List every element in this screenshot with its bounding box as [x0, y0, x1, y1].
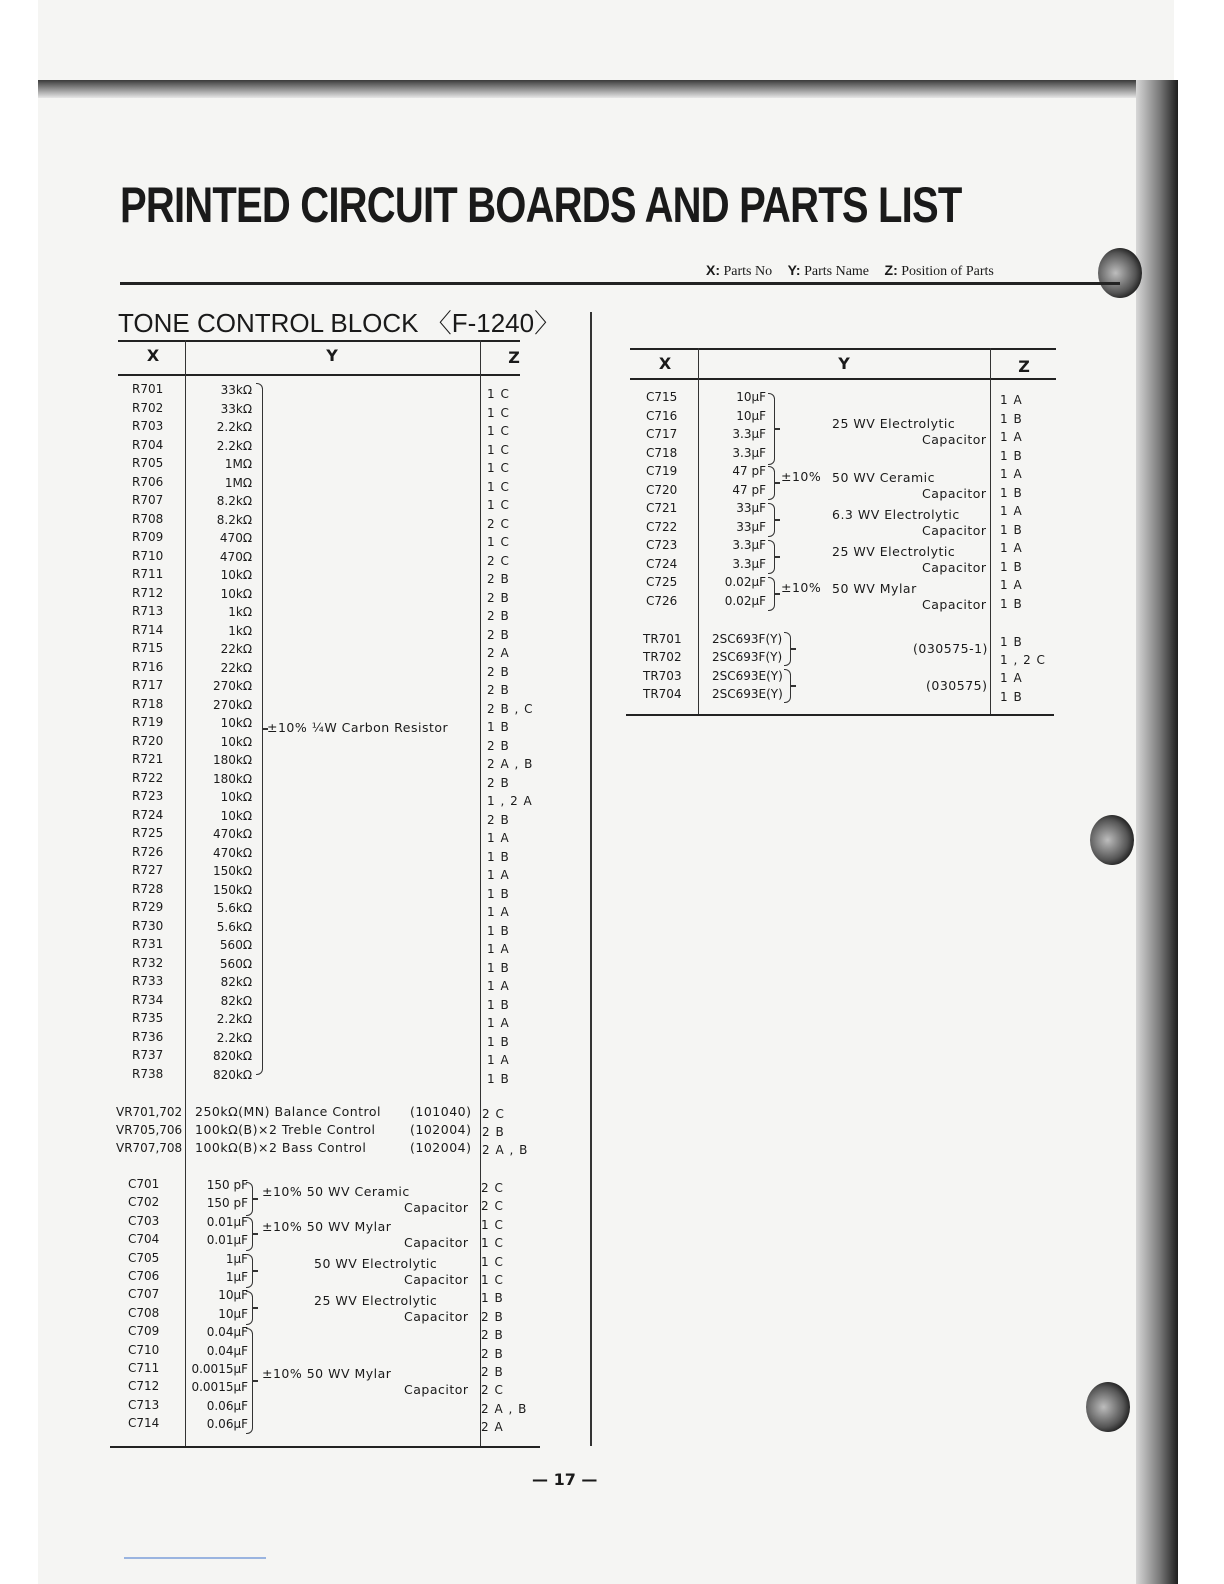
part-value: 3.3μF	[732, 556, 766, 571]
part-position: 1 A	[487, 1053, 510, 1067]
part-number: C707	[128, 1287, 160, 1302]
part-number: C723	[646, 538, 678, 552]
part-number: C708	[128, 1305, 160, 1320]
part-number: R706	[132, 474, 164, 489]
part-position: 1 B	[487, 849, 510, 864]
left-header-y: Y	[326, 346, 338, 365]
part-number: C715	[646, 390, 678, 404]
part-value: 150kΩ	[212, 882, 252, 897]
part-tolerance: ±10%	[781, 580, 822, 595]
part-position: 2 B	[487, 812, 510, 827]
capacitor-brace	[246, 1182, 253, 1216]
part-number: TR702	[643, 650, 682, 664]
part-position: 2 C	[482, 1107, 505, 1121]
part-position: 2 A	[481, 1420, 504, 1435]
part-value: 1kΩ	[228, 605, 252, 619]
capacitor-brace	[246, 1217, 253, 1251]
part-position: 2 B	[482, 1125, 505, 1139]
part-position: 1 C	[487, 479, 510, 494]
part-value: 47 pF	[732, 482, 766, 497]
part-value: 22kΩ	[220, 642, 252, 656]
part-number: C714	[128, 1416, 160, 1431]
part-position: 2 B	[481, 1309, 504, 1324]
part-value: 0.0015μF	[191, 1362, 248, 1376]
part-position: 2 B	[487, 590, 510, 605]
left-table-header-rule	[118, 374, 520, 376]
part-number: C710	[128, 1342, 160, 1357]
part-number: C711	[128, 1361, 160, 1375]
part-value: 1μF	[225, 1270, 248, 1284]
part-value: 470Ω	[219, 549, 252, 564]
part-value: 0.01μF	[206, 1214, 248, 1229]
part-value: 3.3μF	[732, 538, 766, 552]
part-position: 2 B	[487, 775, 510, 790]
right-table-header-rule	[630, 378, 1056, 380]
transistor-brace	[784, 669, 791, 703]
part-position: 2 A , B	[481, 1401, 528, 1416]
resistor-brace	[256, 383, 263, 1075]
part-position: 1 A	[487, 905, 510, 919]
part-number: C726	[646, 593, 678, 608]
part-position: 2 A , B	[487, 757, 534, 771]
part-number: VR701,702	[116, 1105, 183, 1119]
part-number: R723	[132, 789, 164, 803]
part-name: Capacitor	[404, 1309, 469, 1324]
part-value: 0.02μF	[724, 593, 766, 608]
part-number: R717	[132, 678, 164, 692]
part-value: 3.3μF	[732, 427, 766, 441]
part-value: 33μF	[736, 519, 766, 534]
part-number: VR705,706	[116, 1123, 183, 1137]
part-position: 1 B	[487, 1034, 510, 1049]
part-position: 2 B	[487, 627, 510, 642]
part-name: ±10% 50 WV Mylar	[262, 1366, 392, 1381]
part-value: 2.2kΩ	[216, 1012, 252, 1026]
part-value: 0.02μF	[724, 575, 766, 589]
part-number: C709	[128, 1324, 160, 1339]
legend-label-z: Position of Parts	[901, 264, 994, 279]
part-name: Capacitor	[404, 1382, 469, 1397]
part-position: 1 C	[487, 535, 510, 549]
part-value: 1μF	[225, 1251, 248, 1266]
part-position: 1 C	[487, 442, 510, 457]
part-name: 25 WV Electrolytic	[314, 1293, 438, 1308]
part-position: 1 B	[487, 720, 510, 734]
header-rule	[120, 282, 1120, 285]
part-number: R710	[132, 548, 164, 563]
part-number: C705	[128, 1250, 160, 1265]
part-number: C725	[646, 575, 678, 589]
punch-hole	[1090, 815, 1134, 865]
part-value: 82kΩ	[220, 975, 252, 989]
part-number: C702	[128, 1195, 160, 1210]
part-number: R701	[132, 382, 164, 396]
part-value: 2SC693E(Y)	[712, 687, 783, 701]
part-value: 1kΩ	[228, 623, 252, 638]
capacitor-brace	[246, 1291, 253, 1325]
part-position: 1 B	[481, 1291, 504, 1306]
part-value: 470kΩ	[212, 827, 252, 841]
page-number: — 17 —	[532, 1470, 598, 1489]
part-position: 2 B	[487, 572, 510, 586]
part-name: 50 WV Ceramic	[832, 470, 936, 485]
capacitor-brace	[246, 1328, 253, 1434]
part-value: 2.2kΩ	[216, 420, 252, 434]
part-value: 0.06μF	[206, 1398, 248, 1413]
part-name: 25 WV Electrolytic	[832, 416, 956, 431]
part-value: 1MΩ	[224, 475, 252, 490]
right-col-divider-yz	[990, 348, 991, 714]
part-number: R721	[132, 752, 164, 766]
part-number: C721	[646, 501, 678, 515]
part-position: 2 B , C	[487, 701, 534, 716]
part-value: 560Ω	[219, 956, 252, 971]
part-number: R704	[132, 437, 164, 452]
part-number: C717	[646, 427, 678, 441]
part-value: 0.04μF	[206, 1325, 248, 1340]
part-value: 270kΩ	[212, 697, 252, 712]
part-name: Capacitor	[922, 523, 987, 538]
capacitor-brace	[768, 393, 775, 465]
part-number: R705	[132, 456, 164, 470]
part-value: 8.2kΩ	[216, 512, 252, 527]
part-position: 1 C	[487, 387, 510, 401]
part-number: R722	[132, 770, 164, 785]
part-number: R711	[132, 567, 164, 581]
part-number: R729	[132, 900, 164, 914]
part-number: C712	[128, 1379, 160, 1394]
part-position: 1 C	[481, 1254, 504, 1269]
part-number: R715	[132, 641, 164, 655]
left-table-bottom-rule	[110, 1446, 540, 1448]
part-number: R714	[132, 622, 164, 637]
part-number: R702	[132, 400, 164, 415]
part-number: R712	[132, 585, 164, 600]
part-value: 180kΩ	[212, 753, 252, 767]
part-name: 100kΩ(B)×2 Bass Control	[195, 1140, 367, 1155]
part-value: 2SC693E(Y)	[712, 669, 783, 683]
part-number: R718	[132, 696, 164, 711]
part-position: 1 B	[487, 923, 510, 938]
capacitor-brace	[768, 466, 775, 500]
part-number: C713	[128, 1397, 160, 1412]
part-position: 1 A	[1000, 578, 1023, 592]
part-number: C703	[128, 1213, 160, 1228]
part-value: 0.06μF	[206, 1417, 248, 1432]
part-value: 47 pF	[732, 464, 766, 478]
part-value: 5.6kΩ	[216, 901, 252, 915]
part-code: (102004)	[410, 1122, 472, 1137]
part-value: 10kΩ	[220, 568, 252, 582]
part-position: 1 B	[487, 1071, 510, 1086]
part-name: ±10% 50 WV Ceramic	[262, 1184, 410, 1199]
part-name: 25 WV Electrolytic	[832, 544, 956, 559]
part-number: R709	[132, 530, 164, 544]
page-number-value: 17	[553, 1470, 576, 1489]
part-position: 1 C	[487, 405, 510, 420]
part-number: R703	[132, 419, 164, 433]
part-name: 50 WV Mylar	[832, 581, 917, 596]
part-number: R728	[132, 881, 164, 896]
part-value: 10μF	[218, 1306, 248, 1321]
part-number: R724	[132, 807, 164, 822]
part-position: 1 A	[487, 831, 510, 845]
part-number: C701	[128, 1177, 160, 1191]
legend-key-x: X:	[706, 262, 720, 278]
part-code: (030575)	[926, 678, 988, 693]
capacitor-brace	[768, 577, 775, 611]
part-value: 2.2kΩ	[216, 438, 252, 453]
part-name: ±10% 50 WV Mylar	[262, 1219, 392, 1234]
part-position: 2 C	[487, 553, 510, 568]
part-number: C720	[646, 482, 678, 497]
part-value: 2SC693F(Y)	[712, 632, 783, 646]
right-table-top-rule	[630, 348, 1056, 350]
part-value: 10μF	[218, 1288, 248, 1303]
part-value: 10kΩ	[220, 586, 252, 601]
part-value: 22kΩ	[220, 660, 252, 675]
part-position: 1 A	[1000, 393, 1023, 407]
part-number: C718	[646, 445, 678, 460]
part-code: (102004)	[410, 1140, 472, 1155]
part-position: 2 B	[487, 664, 510, 679]
part-position: 1 B	[1000, 522, 1023, 537]
part-position: 1 C	[481, 1236, 504, 1251]
part-position: 1 B	[1000, 448, 1023, 463]
capacitor-brace	[768, 540, 775, 574]
part-number: C722	[646, 519, 678, 534]
part-number: R708	[132, 511, 164, 526]
part-number: R726	[132, 844, 164, 859]
part-number: TR703	[643, 669, 682, 683]
part-number: R716	[132, 659, 164, 674]
part-value: 270kΩ	[212, 679, 252, 693]
part-position: 2 B	[487, 738, 510, 753]
part-number: R725	[132, 826, 164, 840]
part-number: C724	[646, 556, 678, 571]
part-value: 470Ω	[219, 531, 252, 545]
section-title: TONE CONTROL BLOCK 〈F-1240〉	[118, 308, 561, 338]
part-code: (101040)	[410, 1104, 472, 1119]
part-value: 1MΩ	[224, 457, 252, 471]
right-header-z: Z	[1018, 357, 1030, 376]
part-position: 1 B	[1000, 411, 1023, 426]
part-position: 1 C	[487, 461, 510, 475]
part-position: 1 B	[487, 886, 510, 901]
part-position: 1 A	[1000, 467, 1023, 481]
part-position: 1 C	[481, 1217, 504, 1232]
part-position: 1 B	[1000, 559, 1023, 574]
part-value: 820kΩ	[212, 1049, 252, 1063]
part-value: 470kΩ	[212, 845, 252, 860]
part-position: 2 A , B	[482, 1143, 529, 1157]
part-number: R737	[132, 1048, 164, 1062]
scan-binding-edge	[1136, 80, 1178, 1584]
part-number: R707	[132, 493, 164, 507]
part-name: Capacitor	[404, 1235, 469, 1250]
part-number: R713	[132, 604, 164, 618]
right-header-y: Y	[838, 354, 850, 373]
part-number: R720	[132, 733, 164, 748]
part-position: 1 , 2 A	[487, 794, 533, 808]
part-name: Capacitor	[404, 1272, 469, 1287]
part-position: 1 C	[487, 498, 510, 512]
part-value: 82kΩ	[220, 993, 252, 1008]
resistor-description: ±10% ¼W Carbon Resistor	[267, 720, 449, 735]
legend-key-y: Y:	[787, 262, 801, 278]
part-position: 1 B	[487, 960, 510, 975]
part-position: 2 A	[487, 646, 510, 660]
part-position: 2 B	[487, 683, 510, 697]
part-code: (030575-1)	[913, 641, 988, 656]
part-value: 10kΩ	[220, 716, 252, 730]
transistor-brace	[784, 632, 791, 666]
part-position: 1 A	[1000, 541, 1023, 555]
part-number: R738	[132, 1066, 164, 1081]
scan-mark	[124, 1557, 266, 1559]
part-value: 33kΩ	[220, 401, 252, 416]
part-value: 8.2kΩ	[216, 494, 252, 508]
punch-hole	[1086, 1382, 1130, 1432]
part-value: 33kΩ	[220, 383, 252, 397]
part-value: 150kΩ	[212, 864, 252, 878]
page-title: PRINTED CIRCUIT BOARDS AND PARTS LIST	[120, 177, 962, 233]
part-position: 1 A	[487, 979, 510, 993]
part-value: 5.6kΩ	[216, 919, 252, 934]
part-name: 50 WV Electrolytic	[314, 1256, 438, 1271]
part-position: 1 A	[487, 1016, 510, 1030]
legend-label-x: Parts No	[723, 264, 773, 279]
part-name: Capacitor	[922, 560, 987, 575]
punch-hole	[1098, 248, 1142, 298]
part-value: 3.3μF	[732, 445, 766, 460]
part-name: Capacitor	[922, 597, 987, 612]
part-position: 1 B	[1000, 635, 1023, 649]
part-position: 1 B	[487, 997, 510, 1012]
part-number: R735	[132, 1011, 164, 1025]
part-position: 1 C	[481, 1273, 504, 1287]
part-number: R734	[132, 992, 164, 1007]
part-value: 150 pF	[206, 1196, 248, 1211]
part-value: 0.0015μF	[191, 1380, 248, 1395]
part-number: C719	[646, 464, 678, 478]
part-number: TR704	[643, 687, 682, 701]
part-name: Capacitor	[922, 432, 987, 447]
part-value: 33μF	[736, 501, 766, 515]
part-position: 1 B	[1000, 690, 1023, 704]
part-position: 1 A	[1000, 671, 1023, 685]
part-value: 820kΩ	[212, 1067, 252, 1082]
part-position: 2 C	[481, 1199, 504, 1214]
part-position: 1 A	[487, 868, 510, 882]
right-table-bottom-rule	[626, 714, 1054, 716]
part-number: R731	[132, 937, 164, 951]
part-position: 1 , 2 C	[1000, 653, 1046, 667]
part-position: 1 C	[487, 424, 510, 438]
part-position: 2 C	[487, 516, 510, 531]
part-position: 1 A	[1000, 430, 1023, 444]
part-value: 10kΩ	[220, 790, 252, 804]
part-number: R730	[132, 918, 164, 933]
part-position: 2 C	[481, 1383, 504, 1398]
part-value: 180kΩ	[212, 771, 252, 786]
part-name: 100kΩ(B)×2 Treble Control	[195, 1122, 376, 1137]
part-number: R719	[132, 715, 164, 729]
part-name: 250kΩ(MN) Balance Control	[195, 1104, 382, 1119]
part-position: 2 C	[481, 1181, 504, 1195]
page-center-divider	[590, 312, 592, 1446]
capacitor-brace	[246, 1254, 253, 1288]
part-value: 0.04μF	[206, 1343, 248, 1358]
part-number: R727	[132, 863, 164, 877]
part-position: 1 A	[487, 942, 510, 956]
left-header-z: Z	[508, 348, 520, 367]
part-number: R736	[132, 1029, 164, 1044]
part-name: 6.3 WV Electrolytic	[832, 507, 960, 522]
part-tolerance: ±10%	[781, 469, 822, 484]
part-position: 1 B	[1000, 596, 1023, 611]
column-legend	[706, 262, 994, 280]
part-value: 10kΩ	[220, 808, 252, 823]
part-number: R732	[132, 955, 164, 970]
part-value: 560Ω	[219, 938, 252, 952]
part-number: C716	[646, 408, 678, 423]
left-header-x: X	[146, 346, 160, 365]
left-table-top-rule	[118, 340, 520, 342]
part-value: 0.01μF	[206, 1233, 248, 1248]
part-number: C706	[128, 1269, 160, 1283]
legend-key-z: Z:	[884, 262, 898, 278]
part-number: VR707,708	[116, 1141, 183, 1155]
part-position: 1 A	[1000, 504, 1023, 518]
part-number: C704	[128, 1232, 160, 1247]
part-name: Capacitor	[404, 1200, 469, 1215]
part-position: 2 B	[481, 1346, 504, 1361]
part-number: TR701	[643, 632, 682, 646]
part-value: 2.2kΩ	[216, 1030, 252, 1045]
part-number: R733	[132, 974, 164, 988]
part-value: 10μF	[736, 408, 766, 423]
part-value: 10kΩ	[220, 734, 252, 749]
part-name: Capacitor	[922, 486, 987, 501]
right-header-x: X	[658, 354, 672, 373]
part-value: 150 pF	[206, 1178, 248, 1192]
part-position: 2 B	[481, 1365, 504, 1379]
scan-shadow-top	[38, 80, 1174, 98]
capacitor-brace	[768, 503, 775, 537]
part-value: 10μF	[736, 390, 766, 404]
part-position: 2 B	[481, 1328, 504, 1343]
part-position: 1 B	[1000, 485, 1023, 500]
legend-label-y: Parts Name	[804, 264, 870, 279]
part-value: 2SC693F(Y)	[712, 650, 783, 664]
part-position: 2 B	[487, 609, 510, 623]
